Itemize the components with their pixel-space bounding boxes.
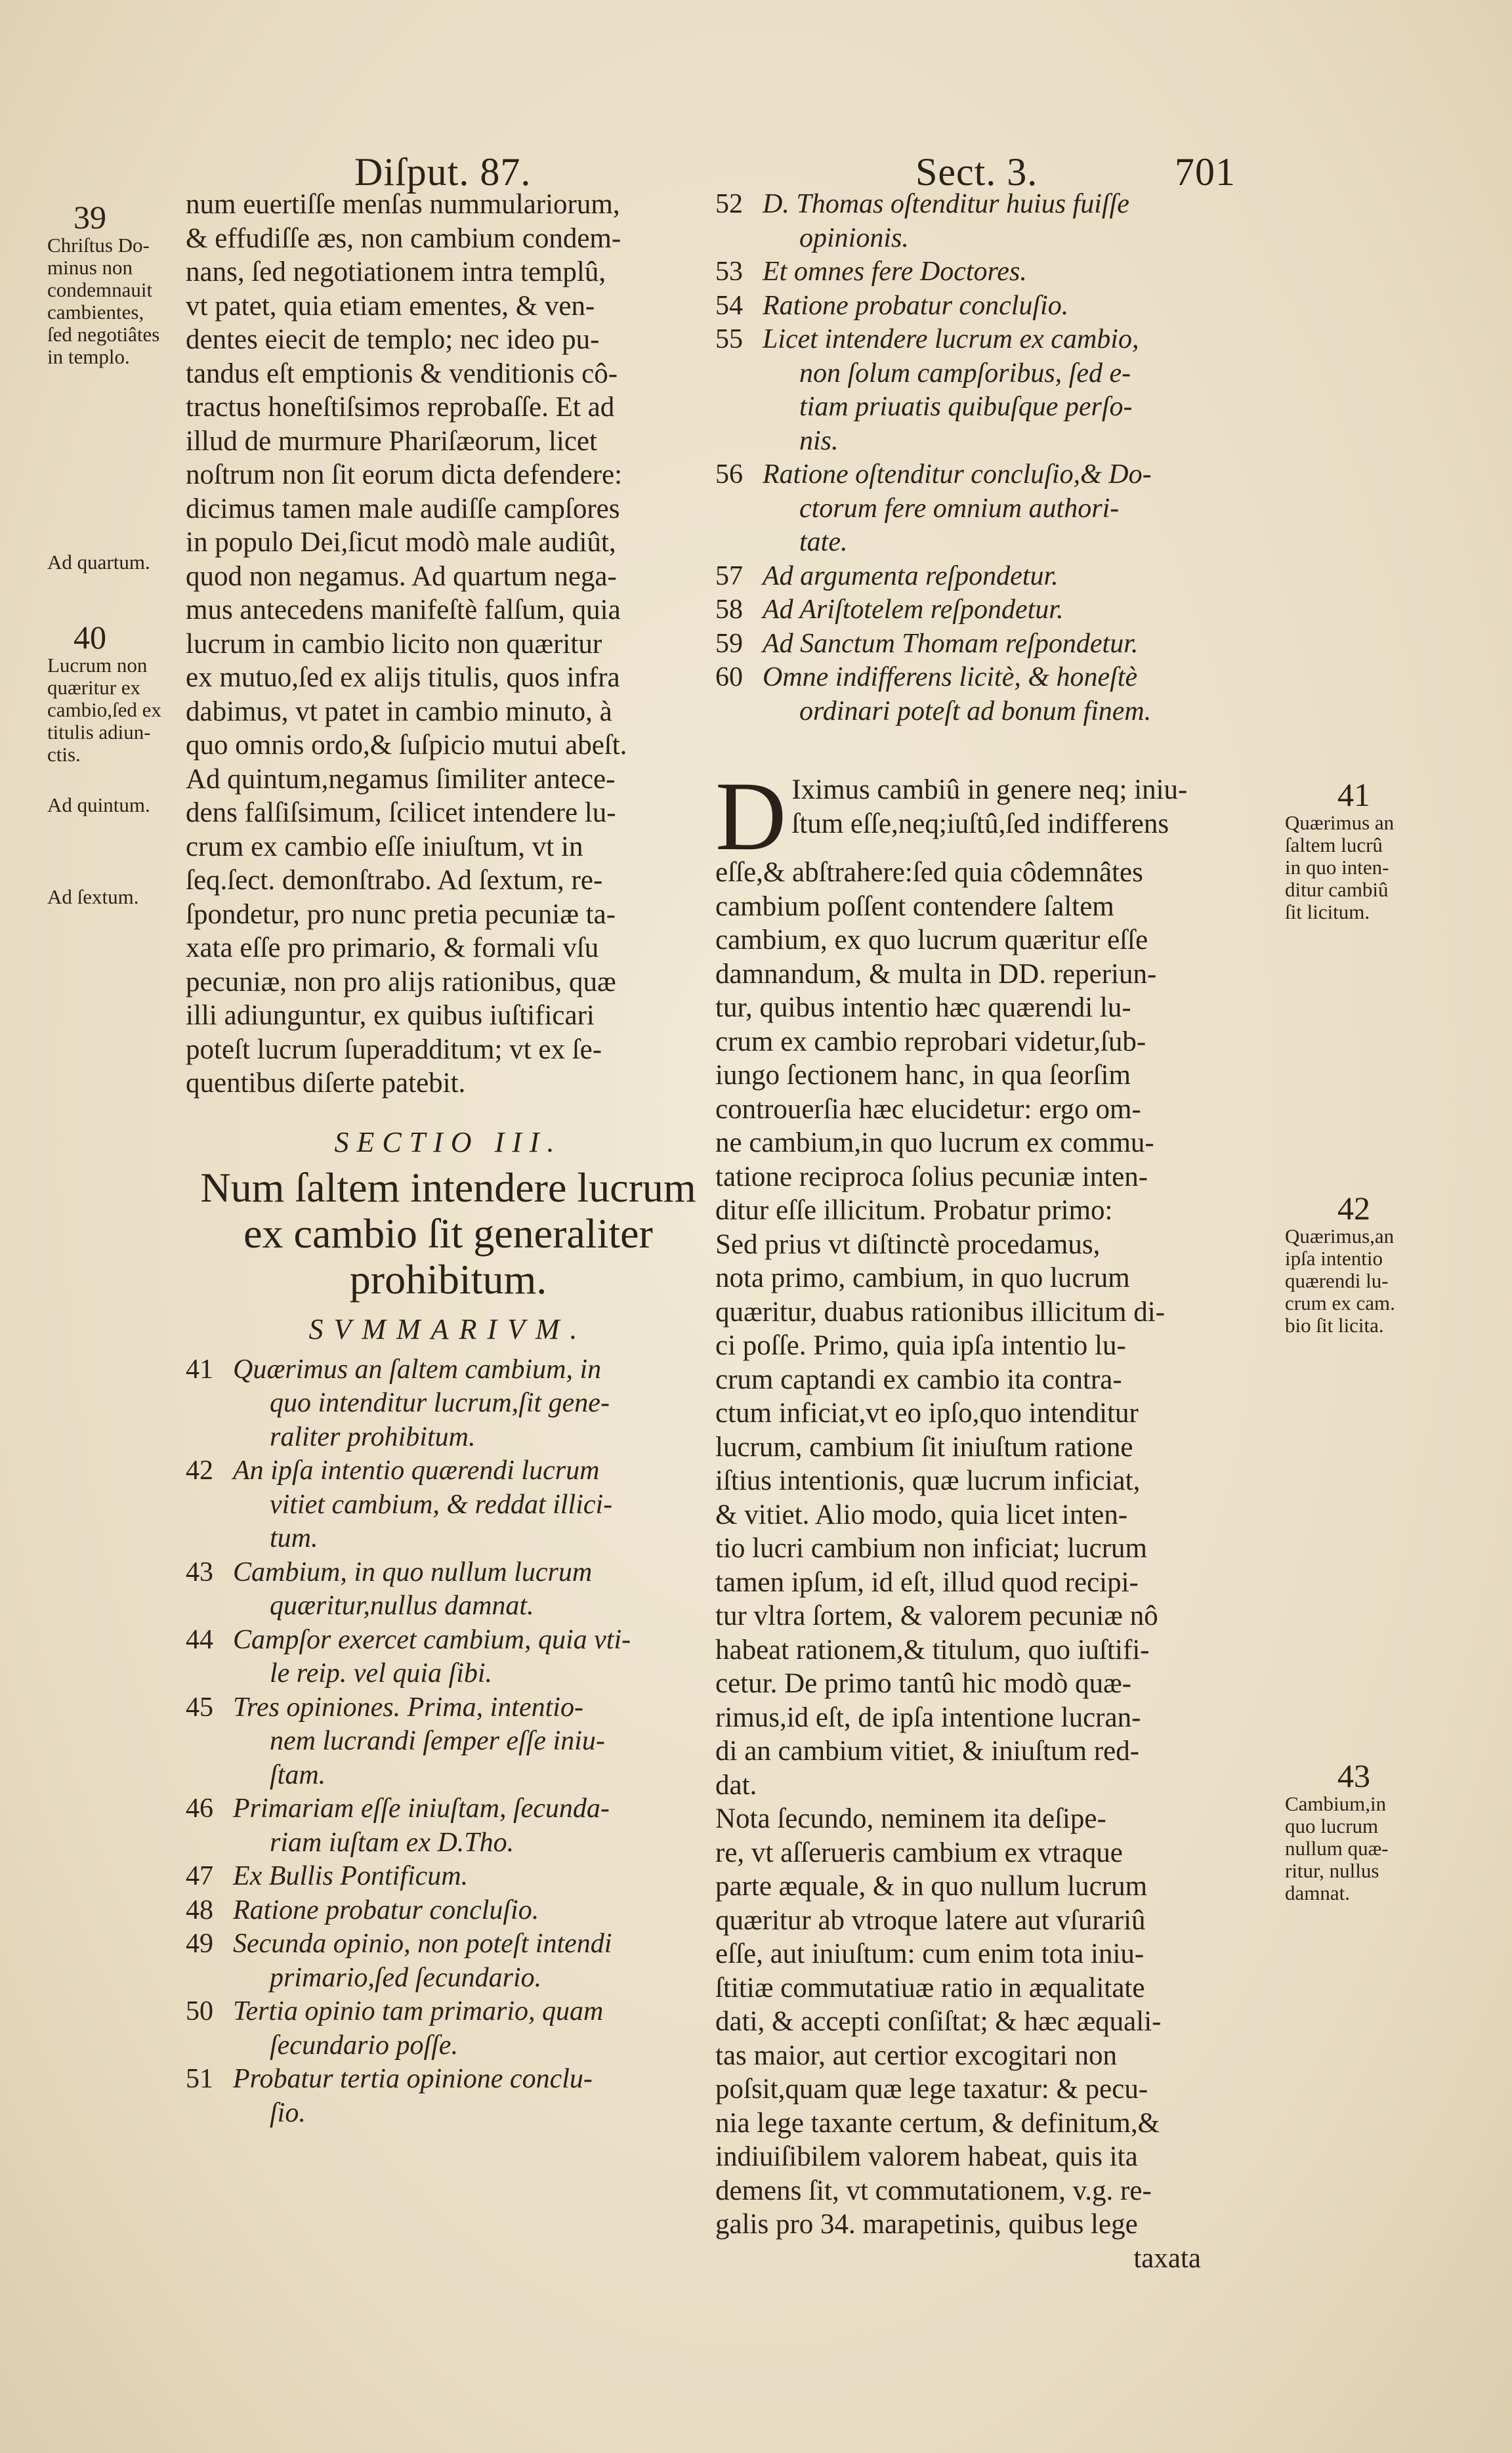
- text-line: nia lege taxante certum, & definitum,&: [715, 2107, 1160, 2139]
- text-line: di an cambium vitiet, & iniuſtum red-: [715, 1736, 1140, 1767]
- running-head-section: Sect. 3.: [915, 150, 1038, 194]
- text-line: num euertiſſe menſas nummulariorum,: [186, 189, 620, 220]
- margin-note-line: in quo inten-: [1285, 856, 1389, 879]
- summary-number: 42: [186, 1456, 213, 1486]
- summary-text: Ratione oſtenditur concluſio,& Do-: [763, 459, 1152, 490]
- text-line: tur, quibus intentio hæc quærendi lu-: [715, 992, 1131, 1023]
- summary-entry-line: [715, 289, 1280, 324]
- text-line: & effudiſſe æs, non cambium condem-: [186, 222, 621, 254]
- page-number: 701: [1175, 150, 1236, 194]
- summary-entry-line: quo intenditur lucrum,ſit gene-: [270, 1388, 610, 1418]
- margin-note-number: 42: [1337, 1190, 1370, 1226]
- text-line: ſtitiæ commutatiuæ ratio in æqualitate: [715, 1972, 1145, 2003]
- summary-text: Cambium, in quo nullum lucrum: [233, 1557, 593, 1587]
- summary-entry-line: riam iuſtam ex D.Tho.: [270, 1827, 514, 1858]
- text-line: habeat rationem,& titulum, quo iuſtifi-: [715, 1634, 1150, 1666]
- summary-number: 47: [186, 1861, 213, 1891]
- text-line: ne cambium,in quo lucrum ex commu-: [715, 1127, 1154, 1158]
- summary-number: 54: [715, 290, 743, 321]
- margin-note-line: minus non: [47, 256, 133, 279]
- summary-number: 41: [186, 1354, 213, 1385]
- margin-note-line: Cambium,in: [1285, 1792, 1387, 1815]
- margin-note-line: titulis adiun-: [47, 721, 151, 744]
- margin-note: [47, 794, 178, 816]
- margin-note-line: Chriſtus Do-: [47, 234, 150, 257]
- catchword: taxata: [1133, 2242, 1201, 2274]
- drop-cap: D: [715, 762, 787, 871]
- summary-number: 58: [715, 595, 743, 625]
- running-head-left: Diſput. 87.: [354, 150, 532, 194]
- text-line: tamen ipſum, id eſt, illud quod recipi-: [715, 1566, 1139, 1598]
- summary-entry-line: opinionis.: [799, 222, 909, 253]
- text-line: cambium, ex quo lucrum quæritur eſſe: [715, 925, 1148, 955]
- text-line: ſpondetur, pro nunc pretia pecuniæ ta-: [186, 898, 616, 930]
- summary-text: Ad argumenta reſpondetur.: [763, 560, 1059, 591]
- margin-note-line: quæritur ex: [47, 676, 141, 699]
- summary-entry-line: [715, 560, 1280, 594]
- margin-note-number: 43: [1337, 1757, 1370, 1794]
- text-line: re, vt aſſerueris cambium ex vtraque: [715, 1837, 1123, 1868]
- left-body-text: [186, 188, 711, 1101]
- text-line: nota primo, cambium, in quo lucrum: [715, 1263, 1130, 1293]
- margin-note-line: in templo.: [47, 345, 130, 368]
- summary-text: Tertia opinio tam primario, quam: [233, 1996, 604, 2026]
- summary-text: Et omnes fere Doctores.: [763, 257, 1027, 287]
- summary-number: 51: [186, 2064, 213, 2094]
- text-line: quæritur, duabus rationibus illicitum di-: [715, 1296, 1166, 1328]
- summary-text: Primariam eſſe iniuſtam, ſecunda-: [233, 1793, 610, 1824]
- margin-note-line: Lucrum non: [47, 654, 148, 677]
- margin-note-number: 39: [74, 199, 106, 236]
- text-line: crum ex cambio reprobari videtur,ſub-: [715, 1026, 1146, 1057]
- summary-entry-line: [186, 1995, 711, 2029]
- summary-entry-line: [186, 1860, 711, 1894]
- text-line: Iximus cambiû in genere neq; iniu-: [791, 774, 1188, 805]
- right-body-text: [715, 762, 1280, 2275]
- summary-number: 46: [186, 1793, 213, 1824]
- text-line: nans, ſed negotiationem intra templû,: [186, 257, 606, 287]
- margin-note-line: Quærimus an: [1285, 811, 1395, 834]
- text-line: galis pro 34. marapetinis, quibus lege: [715, 2209, 1138, 2240]
- summary-text: Ad Sanctum Thomam reſpondetur.: [763, 628, 1139, 659]
- text-line: illud de murmure Phariſæorum, licet: [186, 425, 597, 457]
- text-line: ctum inficiat,vt eo ipſo,quo intenditur: [715, 1398, 1139, 1429]
- margin-note-line: damnat.: [1285, 1881, 1350, 1904]
- text-line: mus antecedens manifeſtè falſum, quia: [186, 595, 621, 625]
- summary-text: Campſor exercet cambium, quia vti-: [233, 1624, 631, 1655]
- text-line: quo omnis ordo,& ſuſpicio mutui abeſt.: [186, 730, 627, 761]
- margin-note: [1285, 1759, 1423, 1904]
- margin-note: [1285, 1191, 1423, 1337]
- margin-note-line: crum ex cam.: [1285, 1291, 1395, 1314]
- summary-entry-line: [186, 1353, 711, 1387]
- summary-text: Ratione probatur concluſio.: [233, 1895, 539, 1925]
- margin-note: [1285, 778, 1423, 923]
- summary-number: 60: [715, 662, 743, 692]
- summary-number: 52: [715, 189, 743, 219]
- right-column: [715, 188, 1280, 2275]
- summary-number: 49: [186, 1929, 213, 1959]
- text-line: dati, & accepti conſiſtat; & hæc æquali-: [715, 2006, 1162, 2037]
- summary-text: Probatur tertia opinione conclu-: [233, 2064, 593, 2094]
- text-line: Sed prius vt diſtinctè procedamus,: [715, 1228, 1101, 1260]
- text-line: rimus,id eſt, de ipſa intentione lucran-: [715, 1702, 1141, 1733]
- summary-entry-line: vitiet cambium, & reddat illici-: [270, 1489, 613, 1520]
- summary-entry-line: ſecundario poſſe.: [270, 2030, 458, 2061]
- summary-entry-line: ſtam.: [270, 1759, 326, 1790]
- summary-entry-line: [715, 323, 1280, 357]
- margin-note-line: Ad ſextum.: [47, 885, 139, 908]
- text-line: tas maior, aut certior excogitari non: [715, 2040, 1117, 2071]
- text-line: ſtum eſſe,neq;iuſtû,ſed indifferens: [791, 808, 1169, 839]
- summary-entry-line: ſio.: [270, 2097, 306, 2128]
- summary-number: 56: [715, 459, 743, 490]
- margin-note: [47, 620, 178, 766]
- section-heading: SECTIO III.: [334, 1125, 562, 1158]
- summary-entry-line: [186, 1624, 711, 1658]
- summary-list-right: [715, 188, 1280, 728]
- text-line: parte æquale, & in quo nullum lucrum: [715, 1871, 1148, 1902]
- summary-entry-line: [715, 188, 1280, 222]
- text-line: quæritur ab vtroque latere aut vſurariû: [715, 1904, 1146, 1936]
- summary-entry-line: ctorum fere omnium authori-: [799, 493, 1120, 524]
- text-line: ditur eſſe illicitum. Probatur primo:: [715, 1195, 1113, 1226]
- summary-entry-line: [715, 593, 1280, 627]
- title-line: ex cambio ſit generaliter: [243, 1210, 653, 1257]
- summary-entry-line: non ſolum campſoribus, ſed e-: [799, 358, 1131, 388]
- summary-entry-line: [186, 1454, 711, 1488]
- summary-entry-line: [715, 661, 1280, 695]
- summary-entry-line: [715, 627, 1280, 661]
- summary-entry-line: nis.: [799, 425, 839, 456]
- text-line: lucrum, cambium ſit iniuſtum ratione: [715, 1431, 1133, 1463]
- summary-text: Ex Bullis Pontificum.: [233, 1861, 469, 1891]
- title-line: Num ſaltem intendere lucrum: [200, 1164, 696, 1211]
- margin-note-line: ſaltem lucrû: [1285, 833, 1383, 856]
- summary-entry-line: tate.: [799, 527, 848, 557]
- summary-number: 48: [186, 1895, 213, 1925]
- margin-note: [47, 200, 178, 368]
- margin-note-line: cambientes,: [47, 301, 144, 324]
- summary-entry-line: nem lucrandi ſemper eſſe iniu-: [270, 1726, 605, 1756]
- right-body-lines: [715, 856, 1280, 2242]
- text-line: cambium poſſent contendere ſaltem: [715, 891, 1114, 922]
- text-line: dicimus tamen male audiſſe campſores: [186, 493, 620, 524]
- text-line: poteſt lucrum ſuperadditum; vt ex ſe-: [186, 1034, 602, 1065]
- text-line: damnandum, & multa in DD. reperiun-: [715, 958, 1157, 990]
- text-line: crum ex cambio eſſe iniuſtum, vt in: [186, 831, 583, 862]
- margin-note-line: ſit licitum.: [1285, 900, 1370, 923]
- summary-text: Quærimus an ſaltem cambium, in: [233, 1354, 602, 1385]
- text-line: dens falſiſsimum, ſcilicet intendere lu-: [186, 797, 616, 828]
- text-line: ci poſſe. Primo, quia ipſa intentio lu-: [715, 1330, 1126, 1361]
- summary-number: 53: [715, 257, 743, 287]
- summary-entry-line: quæritur,nullus damnat.: [270, 1591, 534, 1621]
- summary-text: Tres opiniones. Prima, intentio-: [233, 1692, 583, 1723]
- summary-entry-line: raliter prohibitum.: [270, 1421, 476, 1452]
- text-line: tatione reciproca ſolius pecuniæ inten-: [715, 1161, 1148, 1192]
- text-line: eſſe,& abſtrahere:ſed quia côdemnâtes: [715, 857, 1143, 888]
- text-line: pecuniæ, non pro alijs rationibus, quæ: [186, 966, 616, 997]
- summary-text: An ipſa intentio quærendi lucrum: [233, 1456, 600, 1486]
- summary-entry-line: [186, 2063, 711, 2097]
- margin-note-line: ipſa intentio: [1285, 1247, 1383, 1270]
- margin-note-line: condemnauit: [47, 278, 153, 301]
- summary-entry-line: [715, 458, 1280, 492]
- margin-note-line: ditur cambiû: [1285, 878, 1389, 901]
- summary-entry-line: [186, 1792, 711, 1826]
- text-line: quod non negamus. Ad quartum nega-: [186, 560, 617, 592]
- text-line: crum captandi ex cambio ita contra-: [715, 1364, 1122, 1395]
- summary-text: Omne indifferens licitè, & honeſtè: [763, 662, 1138, 692]
- summary-text: D. Thomas oſtenditur huius fuiſſe: [763, 189, 1129, 219]
- margin-note: [47, 551, 178, 574]
- text-line: quentibus diſerte patebit.: [186, 1068, 466, 1099]
- text-line: poſsit,quam quæ lege taxatur: & pecu-: [715, 2074, 1148, 2105]
- text-line: & vitiet. Alio modo, quia licet inten-: [715, 1499, 1128, 1530]
- margin-note-line: quærendi lu-: [1285, 1269, 1389, 1292]
- margin-note-line: Quærimus,an: [1285, 1225, 1395, 1247]
- text-line: noſtrum non ſit eorum dicta defendere:: [186, 459, 623, 490]
- summary-number: 45: [186, 1692, 213, 1723]
- summary-text: Secunda opinio, non poteſt intendi: [233, 1929, 612, 1959]
- summary-number: 43: [186, 1557, 213, 1587]
- margin-note-line: ctis.: [47, 743, 81, 766]
- text-line: vt patet, quia etiam ementes, & ven-: [186, 290, 595, 322]
- summary-number: 50: [186, 1996, 213, 2026]
- text-line: dabimus, vt patet in cambio minuto, à: [186, 696, 612, 727]
- margin-note-line: Ad quintum.: [47, 793, 150, 816]
- text-line: indiuiſibilem valorem habeat, quis ita: [715, 2141, 1138, 2172]
- summary-entry-line: primario,ſed ſecundario.: [270, 1962, 542, 1993]
- text-line: iungo ſectionem hanc, in qua ſeorſim: [715, 1060, 1131, 1091]
- summary-text: Ratione probatur concluſio.: [763, 290, 1069, 321]
- text-line: ex mutuo,ſed ex alijs titulis, quos infra: [186, 662, 620, 693]
- section-title: [186, 1164, 711, 1303]
- margin-note-number: 41: [1337, 776, 1370, 813]
- summary-entry-line: [715, 255, 1280, 289]
- margin-note-number: 40: [74, 619, 106, 656]
- summary-entry-line: le reip. vel quia ſibi.: [270, 1658, 493, 1688]
- text-line: lucrum in cambio licito non quæritur: [186, 628, 602, 660]
- summary-heading: SVMMARIVM.: [308, 1313, 588, 1345]
- summary-entry-line: ordinari poteſt ad bonum finem.: [799, 696, 1152, 726]
- margin-note-line: ſed negotiâtes: [47, 323, 160, 346]
- summary-number: 44: [186, 1624, 213, 1655]
- text-line: controuerſia hæc elucidetur: ergo om-: [715, 1093, 1141, 1125]
- summary-number: 59: [715, 628, 743, 659]
- text-line: Ad quintum,negamus ſimiliter antece-: [186, 763, 616, 795]
- margin-note-line: Ad quartum.: [47, 551, 150, 574]
- text-line: dentes eiecit de templo; nec ideo pu-: [186, 324, 600, 355]
- text-line: ſeq.ſect. demonſtrabo. Ad ſextum, re-: [186, 865, 603, 896]
- summary-entry-line: [186, 1927, 711, 1961]
- text-line: tur vltra ſortem, & valorem pecuniæ nô: [715, 1601, 1158, 1631]
- left-column: [186, 188, 711, 2130]
- text-line: Nota ſecundo, neminem ita deſipe-: [715, 1803, 1106, 1834]
- summary-entry-line: [186, 1556, 711, 1590]
- margin-note-line: ritur, nullus: [1285, 1859, 1379, 1882]
- text-line: dat.: [715, 1769, 757, 1801]
- margin-note: [47, 886, 178, 908]
- text-line: demens ſit, vt commutationem, v.g. re-: [715, 2175, 1152, 2206]
- margin-note-line: cambio,ſed ex: [47, 698, 161, 721]
- text-line: cetur. De primo tantû hic modò quæ-: [715, 1668, 1132, 1699]
- summary-entry-line: [186, 1691, 711, 1725]
- margin-note-line: nullum quæ-: [1285, 1837, 1389, 1860]
- text-line: illi adiunguntur, ex quibus iuſtificari: [186, 1000, 595, 1031]
- text-line: xata eſſe pro primario, & formali vſu: [186, 933, 599, 963]
- summary-text: Ad Ariſtotelem reſpondetur.: [763, 595, 1064, 625]
- text-line: tandus eſt emptionis & venditionis cô-: [186, 358, 618, 389]
- summary-number: 57: [715, 560, 743, 591]
- summary-entry-line: tiam priuatis quibuſque perſo-: [799, 392, 1133, 422]
- summary-number: 55: [715, 324, 743, 354]
- text-line: iſtius intentionis, quæ lucrum inficiat,: [715, 1465, 1141, 1496]
- summary-text: Licet intendere lucrum ex cambio,: [763, 324, 1139, 354]
- margin-note-line: bio ſit licita.: [1285, 1314, 1384, 1337]
- summary-list-left: [186, 1353, 711, 2131]
- summary-entry-line: [186, 1894, 711, 1928]
- right-body-opening: [715, 773, 1280, 841]
- text-line: tio lucri cambium non inficiat; lucrum: [715, 1533, 1147, 1564]
- text-line: eſſe, aut iniuſtum: cum enim tota iniu-: [715, 1939, 1144, 1969]
- summary-entry-line: tum.: [270, 1523, 318, 1553]
- text-line: in populo Dei,ſicut modò male audiût,: [186, 527, 616, 558]
- margin-note-line: quo lucrum: [1285, 1814, 1379, 1837]
- text-line: tractus honeſtiſsimos reprobaſſe. Et ad: [186, 392, 615, 423]
- title-line: prohibitum.: [349, 1256, 547, 1303]
